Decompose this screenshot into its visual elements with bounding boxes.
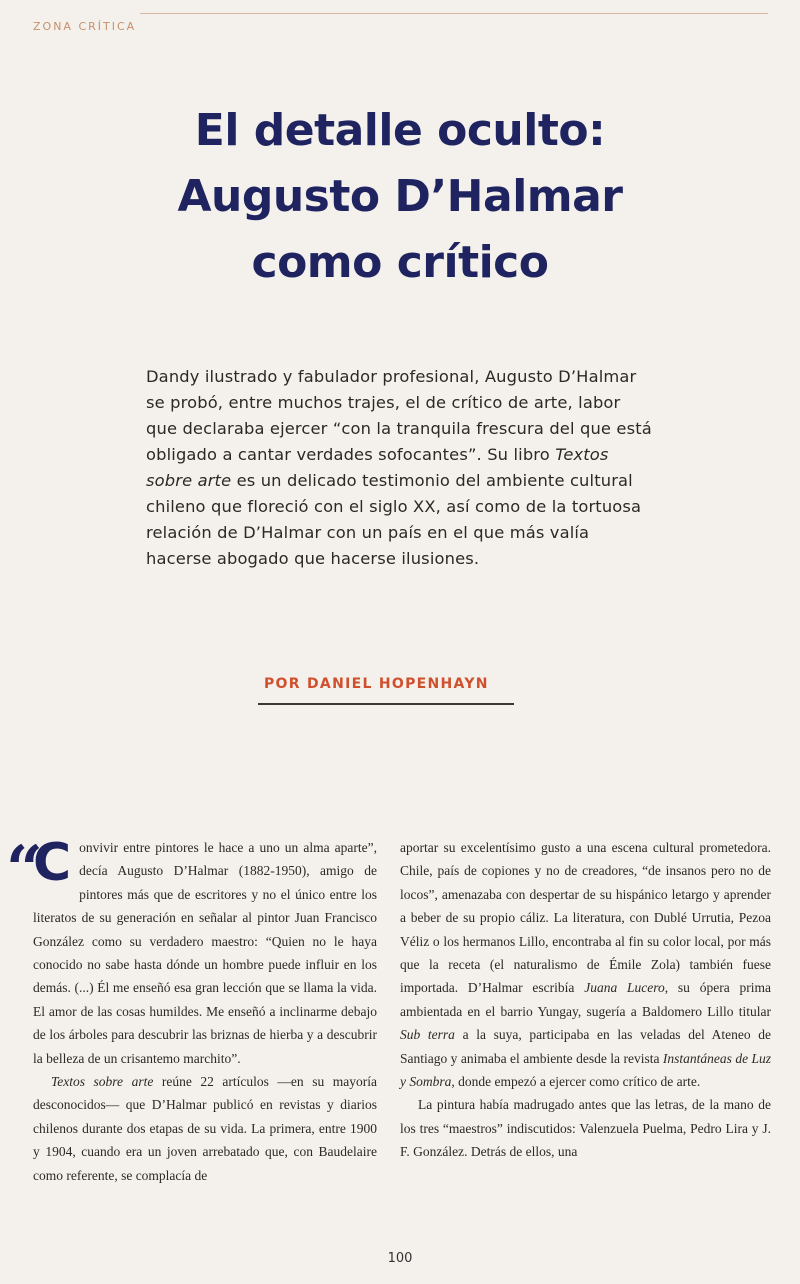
title-line-2: Augusto D’Halmar xyxy=(177,171,623,222)
body-column-right xyxy=(400,836,771,1164)
paragraph-text: a la suya, participaba en las veladas del Ateneo de Santiago y animaba el ambiente desde la revista xyxy=(400,1027,772,1066)
paragraph-text: , donde empezó a ejercer como crítico de arte. xyxy=(451,1074,701,1090)
section-label: ZONA CRÍTICA xyxy=(33,20,137,33)
author-byline: POR DANIEL HOPENHAYN xyxy=(264,676,489,692)
book-title-italic: Juana Lucero xyxy=(584,980,665,996)
paragraph-text: La pintura había madrugado antes que las letras, de la mano de los tres “maestros” indiscutidos: Valenzuela Puelma, Pedro Lira y J. F. González. Detrás de ellos, una xyxy=(400,1097,771,1160)
article-title xyxy=(60,98,740,296)
paragraph-text: aportar su excelentísimo gusto a una escena cultural prometedora. Chile, país de copiones y no de creadores, “de insanos pero no de locos”, amenazaba con despertar de su hispánico letargo y aprender a beber de su propio cáliz. La literatura, con Dublé Urrutia, Pezoa Véliz o los hermanos Lillo, encontraba al fin su color local, por más que la receta (el naturalismo de Émile Zola) también fuese importada. D’Halmar escribía xyxy=(400,840,771,996)
body-paragraph xyxy=(400,1093,771,1163)
lead-text-2: es un delicado testimonio del ambiente cultural chileno que floreció con el siglo XX, así como de la tortuosa relación de D’Halmar con un país en el que más valía hacerse abogado que hacerse ilusiones. xyxy=(146,471,642,568)
header-rule xyxy=(140,13,768,14)
lead-text-1: Dandy ilustrado y fabulador profesional, Augusto D’Halmar se probó, entre muchos trajes, el de crítico de arte, labor que declaraba ejercer “con la tranquila frescura del que está obligado a cantar verdades sofocantes”. Su libro xyxy=(146,367,652,464)
magazine-title-italic: Instantáneas de Luz y Sombra xyxy=(400,1050,772,1090)
lead-book-title: Textos sobre arte xyxy=(146,445,609,490)
paragraph-text: onvivir entre pintores le hace a uno un alma aparte”, decía Augusto D’Halmar (1882-1950), amigo de pintores más que de escritores y no el único entre los literatos de su generación en señalar al pintor Juan Francisco González como su verdadero maestro: “Quien no le haya conocido no sabe hasta dónde un hombre puede influir en los demás. (...) Él me enseñó esa gran lección que se llama la vida. El amor de las cosas humildes. Me enseñó a inclinarme debajo de los árboles para descubrir las briznas de hierba y a descubrir la belleza de un crisantemo marchito”. xyxy=(33,840,377,1066)
body-paragraph xyxy=(400,836,771,1093)
lead-paragraph xyxy=(146,364,656,572)
dropcap: C xyxy=(33,833,72,893)
book-title-italic: Sub terra xyxy=(400,1027,455,1043)
body-paragraph xyxy=(33,1070,377,1187)
opening-quote-mark: “ xyxy=(6,832,43,907)
paragraph-text: , su ópera prima ambientada en el barrio Yungay, sugería a Baldomero Lillo titular xyxy=(400,980,771,1019)
title-line-3: como crítico xyxy=(251,237,549,288)
byline-underline xyxy=(258,703,514,705)
page-number: 100 xyxy=(387,1251,413,1266)
body-paragraph xyxy=(33,833,377,1070)
body-column-left xyxy=(33,833,377,1187)
paragraph-text: reúne 22 artículos —en su mayoría desconocidos— que D’Halmar publicó en revistas y diarios chilenos durante dos etapas de su vida. La primera, entre 1900 y 1904, cuando era un joven arrebatado que, con Baudelaire como referente, se complacía de xyxy=(33,1074,377,1183)
book-title-italic: Textos sobre arte xyxy=(51,1074,154,1090)
title-line-1: El detalle oculto: xyxy=(194,105,606,156)
